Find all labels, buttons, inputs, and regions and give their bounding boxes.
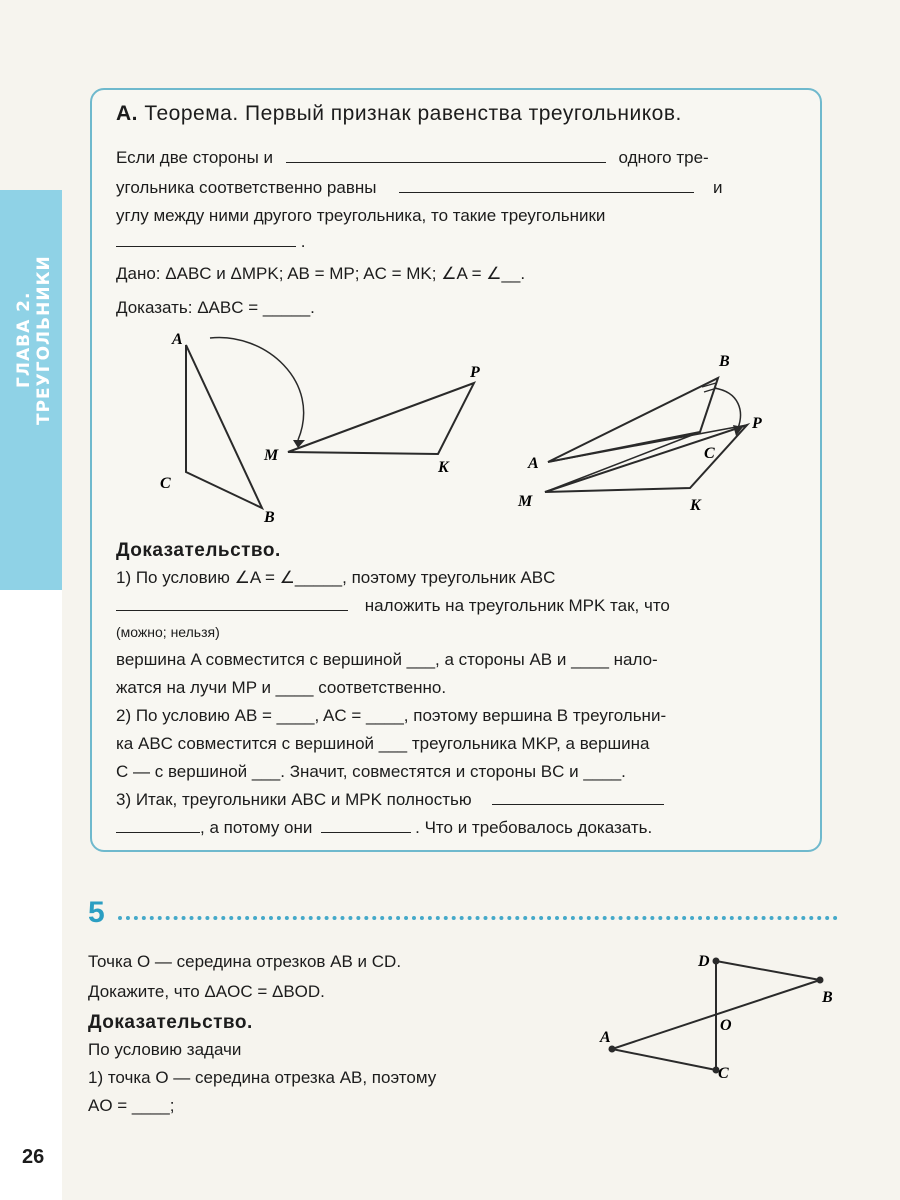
theorem-title-text: Теорема. Первый признак равенства треугольников. [144,102,682,125]
label-m-2: M [518,493,533,510]
proof-line-3c-text: . Что и требовалось доказать. [415,818,653,837]
label-c-3: C [718,1065,729,1082]
theorem-line-4-dot: . [300,232,306,251]
point-d [713,958,720,965]
proof-line-1c: вершина A совместится с вершиной ___, а стороны AB и ____ нало- [116,650,658,669]
label-c-2: C [704,445,715,462]
task5-line-2: Докажите, что ΔAOC = ΔBOD. [88,982,325,1001]
proof-line-1d: жатся на лучи MP и ____ соответственно. [116,678,447,697]
theorem-line-1a: Если две стороны и [116,148,274,167]
theorem-line-2b: и [712,178,723,197]
overlay-line-1 [548,425,747,462]
overlay-triangle-abc [548,378,718,462]
label-c-1: C [160,475,171,492]
proof-line-1b [116,596,670,616]
task5-line-1: Точка O — середина отрезков AB и CD. [88,952,402,971]
proof-line-2c: C — с вершиной ___. Значит, совместятся и стороны BC и ____. [116,762,626,781]
task-number: 5 [88,896,105,929]
label-a-3: A [600,1029,611,1046]
label-k-1: K [438,459,449,476]
proof-line-2b: ка ABC совместится с вершиной ___ треугольника MKP, а вершина [116,734,650,753]
task5-figure [612,961,820,1070]
overlay-triangle-mpk [545,425,747,492]
blank-6[interactable] [321,818,411,833]
proof-line-1b-text: наложить на треугольник MPK так, что [364,596,670,615]
blank-5[interactable] [116,818,200,833]
blank-can-cannot[interactable] [116,596,348,611]
task5-heading: Доказательство. [88,1012,253,1033]
label-m-1: M [264,447,279,464]
label-b-1: B [264,509,275,526]
point-a [609,1046,616,1053]
theorem-line-1b: одного тре- [618,148,709,167]
label-o: O [720,1017,732,1034]
proof-line-3b-text: , а потому они [200,818,313,837]
triangle-mpk [288,383,474,454]
label-d: D [698,953,710,970]
given-line: Дано: ΔABC и ΔMPK; AB = MP; AC = MK; ∠A = ∠__. [116,264,526,283]
task5-line-5: AO = ____; [88,1096,175,1115]
theorem-letter: А. [116,102,138,125]
proof-hint: (можно; нельзя) [116,624,220,640]
proof-line-3a [116,790,664,810]
task5-line-3: По условию задачи [88,1040,242,1059]
triangle-abc [186,345,262,508]
label-k-2: K [690,497,701,514]
task5-line-4: 1) точка O — середина отрезка AB, поэтому [88,1068,437,1087]
label-a-1: A [172,331,183,348]
blank-4[interactable] [492,790,664,805]
page-number: 26 [22,1146,45,1168]
label-b-2: B [719,353,730,370]
label-a-2: A [528,455,539,472]
proof-line-3a-text: 3) Итак, треугольники ABC и MPK полностью [116,790,472,809]
chapter-label: ГЛАВА 2. ТРЕУГОЛЬНИКИ [14,255,54,425]
overlay-arrow [714,388,740,428]
label-p-2: P [752,415,762,432]
overlay-line-2 [545,432,700,492]
dotted-divider [118,916,838,920]
theorem-line-2a: угольника соответственно равны [116,178,377,197]
label-b-3: B [822,989,833,1006]
proof-line-2a: 2) По условию AB = ____, AC = ____, поэтому вершина B треугольни- [116,706,667,725]
proof-line-3b [116,818,652,838]
point-b [817,977,824,984]
theorem-line-3: углу между ними другого треугольника, то такие треугольники [116,206,606,225]
prove-line: Доказать: ΔABC = _____. [116,298,315,317]
proof-line-1a: 1) По условию ∠A = ∠_____, поэтому треугольник ABC [116,568,556,587]
label-p-1: P [470,364,480,381]
proof-heading: Доказательство. [116,540,281,561]
